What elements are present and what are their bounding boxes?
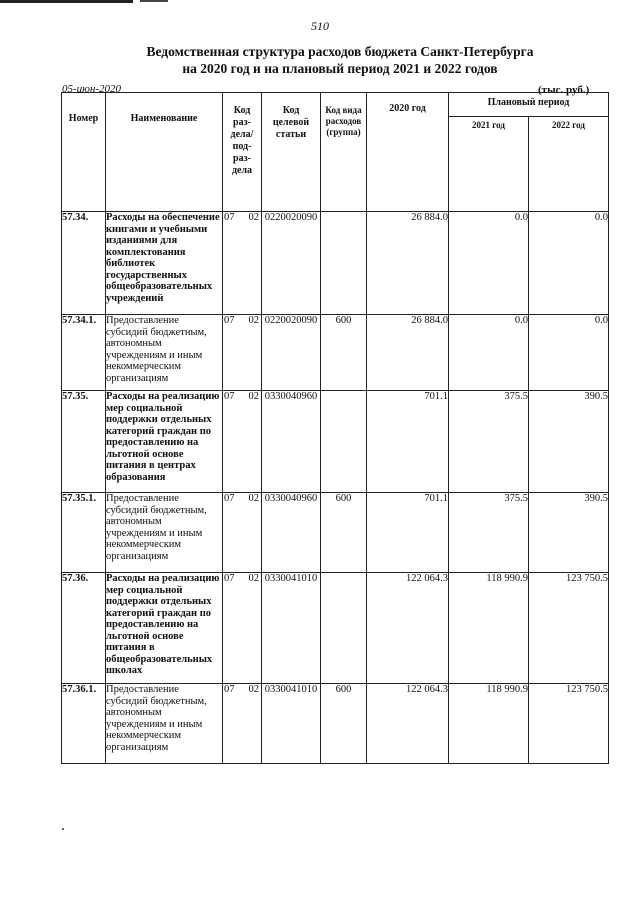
row-target-code: 0330040960	[262, 391, 321, 493]
row-target-code: 0220020090	[262, 212, 321, 315]
row-value-2021: 375.5	[449, 493, 529, 573]
row-target-code: 0330041010	[262, 684, 321, 764]
row-name: Расходы на реализацию мер социальной поддержки отдельных категорий граждан по предоставлению на льготной основе питания в общеобразовательных школах	[106, 573, 223, 684]
row-target-code: 0330041010	[262, 573, 321, 684]
scan-speck	[62, 828, 64, 830]
row-section: 07 02	[223, 212, 262, 315]
row-value-2022: 390.5	[529, 391, 609, 493]
row-value-2022: 123 750.5	[529, 573, 609, 684]
row-expense-type: 600	[321, 315, 367, 391]
header-2022: 2022 год	[529, 117, 609, 212]
row-name: Предоставление субсидий бюджетным, автономным учреждениям и иным некоммерческим организациям	[106, 684, 223, 764]
row-section: 07 02	[223, 315, 262, 391]
header-target: Код целевой статьи	[262, 93, 321, 212]
table-row	[62, 315, 609, 391]
table-row	[62, 493, 609, 573]
row-section: 07 02	[223, 391, 262, 493]
budget-table	[61, 92, 609, 764]
title-line-2: на 2020 год и на плановый период 2021 и 2022 годов	[182, 61, 498, 76]
header-section: Код раз-дела/ под-раз-дела	[223, 93, 262, 212]
row-value-2020: 26 884.0	[367, 315, 449, 391]
row-value-2020: 122 064.3	[367, 684, 449, 764]
row-expense-type	[321, 391, 367, 493]
row-number: 57.36.1.	[62, 684, 106, 764]
header-number: Номер	[62, 93, 106, 212]
row-number: 57.35.	[62, 391, 106, 493]
row-value-2022: 0.0	[529, 315, 609, 391]
title-line-1: Ведомственная структура расходов бюджета Санкт-Петербурга	[146, 44, 534, 59]
row-section: 07 02	[223, 573, 262, 684]
row-name: Предоставление субсидий бюджетным, автономным учреждениям и иным некоммерческим организациям	[106, 493, 223, 573]
row-value-2020: 701.1	[367, 391, 449, 493]
row-value-2021: 375.5	[449, 391, 529, 493]
row-name: Расходы на реализацию мер социальной поддержки отдельных категорий граждан по предоставлению на льготной основе питания в центрах образования	[106, 391, 223, 493]
row-target-code: 0220020090	[262, 315, 321, 391]
row-name: Расходы на обеспечение книгами и учебными изданиями для комплектования библиотек государственных общеобразовательных учреждений	[106, 212, 223, 315]
row-expense-type	[321, 212, 367, 315]
row-value-2022: 123 750.5	[529, 684, 609, 764]
row-number: 57.35.1.	[62, 493, 106, 573]
top-edge-bar	[0, 0, 133, 3]
row-number: 57.34.1.	[62, 315, 106, 391]
header-planned-period: Плановый период	[449, 93, 609, 117]
row-value-2022: 0.0	[529, 212, 609, 315]
header-2021: 2021 год	[449, 117, 529, 212]
row-value-2021: 0.0	[449, 315, 529, 391]
row-target-code: 0330040960	[262, 493, 321, 573]
table-row	[62, 391, 609, 493]
row-expense-type	[321, 573, 367, 684]
table-row	[62, 684, 609, 764]
row-number: 57.34.	[62, 212, 106, 315]
row-value-2020: 26 884.0	[367, 212, 449, 315]
row-value-2021: 118 990.9	[449, 573, 529, 684]
row-value-2020: 701.1	[367, 493, 449, 573]
header-expense-type: Код вида расходов (группа)	[321, 93, 367, 212]
units-label: (тыс. руб.)	[538, 84, 590, 96]
row-name: Предоставление субсидий бюджетным, автономным учреждениям и иным некоммерческим организациям	[106, 315, 223, 391]
row-value-2021: 118 990.9	[449, 684, 529, 764]
document-title	[60, 43, 620, 77]
top-edge-mark	[140, 0, 168, 2]
page-number: 510	[311, 19, 329, 33]
row-expense-type: 600	[321, 493, 367, 573]
table-row	[62, 573, 609, 684]
row-value-2020: 122 064.3	[367, 573, 449, 684]
row-section: 07 02	[223, 493, 262, 573]
row-value-2021: 0.0	[449, 212, 529, 315]
header-name: Наименование	[106, 93, 223, 212]
row-expense-type: 600	[321, 684, 367, 764]
document-date: 05-июн-2020	[62, 83, 122, 95]
table-row	[62, 212, 609, 315]
row-value-2022: 390.5	[529, 493, 609, 573]
row-number: 57.36.	[62, 573, 106, 684]
row-section: 07 02	[223, 684, 262, 764]
header-2020: 2020 год	[367, 93, 449, 212]
